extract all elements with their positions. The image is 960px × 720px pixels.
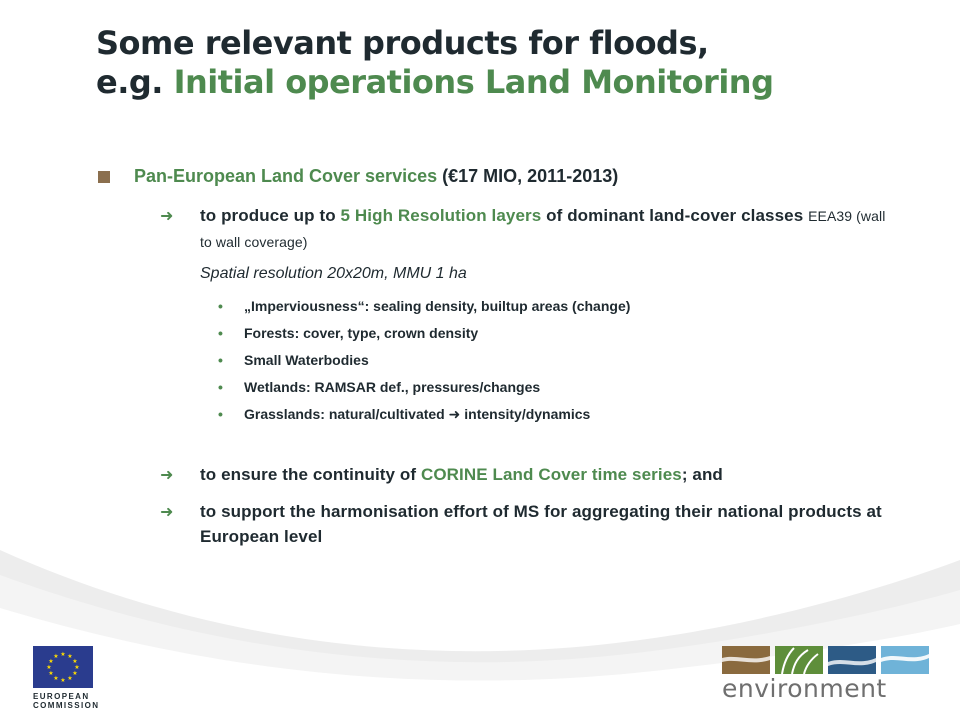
list-item-text [244,404,590,424]
square-bullet-icon [98,171,110,183]
eu-logo-text [33,692,100,710]
arrow-item-3-text: to support the harmonisation effort of MS for aggregating their national products at European level [200,502,882,546]
item2-prefix: to ensure the continuity of [200,465,421,484]
sub-list [218,296,838,431]
svg-text:★: ★ [53,653,59,660]
list-item-text: Small Waterbodies [244,352,369,368]
eu-logo-line-2: COMMISSION [33,701,100,710]
svg-text:★: ★ [72,670,78,677]
item1-small: EEA39 (wall to wall coverage) [200,208,886,250]
arrow-right-icon: ➜ [160,208,174,225]
bullet-dot-icon: • [218,325,223,341]
eu-stars-icon [33,646,93,688]
main-bullet-suffix: (€17 MIO, 2011-2013) [442,166,619,186]
slide-title [96,24,936,102]
arrow-item-1-text [200,203,890,255]
svg-text:★: ★ [46,664,52,671]
water-tile [828,646,876,674]
list-item-text: Wetlands: RAMSAR def., pressures/changes [244,379,541,395]
svg-text:★: ★ [60,651,66,658]
bullet-dot-icon: • [218,379,223,395]
title-line-2-prefix: e.g. [96,63,174,101]
svg-text:★: ★ [74,664,80,671]
arrow-right-icon: ➜ [160,467,174,484]
title-line-1: Some relevant products for floods, [96,24,709,62]
bullet-dot-icon: • [218,298,223,314]
list-item [218,296,838,323]
item1-prefix: to produce up to [200,206,341,225]
list-item-text: „Imperviousness“: sealing density, builtup areas (change) [244,298,631,314]
spatial-resolution-text: Spatial resolution 20x20m, MMU 1 ha [200,265,467,282]
bullet-dot-icon: • [218,406,223,422]
svg-text:★: ★ [48,658,54,665]
svg-text:★: ★ [67,675,73,682]
title-line-2 [96,63,936,102]
main-bullet-text [134,166,618,187]
main-bullet-highlight: Pan-European Land Cover services [134,166,438,186]
list-item-text: Forests: cover, type, crown density [244,325,479,341]
svg-text:★: ★ [48,670,54,677]
environment-wordmark: environment [722,674,887,703]
environment-logo-tiles-icon [722,646,937,676]
item2-highlight: CORINE Land Cover time series [420,465,682,484]
item1-highlight: 5 High Resolution layers [340,206,542,225]
environment-logo [722,646,937,706]
european-commission-logo [33,646,100,710]
item1-middle: of dominant land-cover classes [541,206,809,225]
svg-text:★: ★ [60,677,66,684]
arrow-right-icon: ➜ [448,406,461,422]
list-item [218,377,838,404]
list-item [218,350,838,377]
item2-suffix: ; and [681,465,723,484]
svg-text:★: ★ [67,653,73,660]
list-item-text-part-b: intensity/dynamics [460,406,591,422]
list-item-text-part-a: Grasslands: natural/cultivated [244,406,449,422]
eu-flag-icon [33,646,93,688]
list-item [218,404,838,431]
arrow-item-2-text [200,462,890,487]
bullet-dot-icon: • [218,352,223,368]
eu-logo-line-1: EUROPEAN [33,692,90,701]
arrow-right-icon: ➜ [160,504,174,521]
title-line-2-highlight: Initial operations Land Monitoring [173,63,774,101]
svg-text:★: ★ [72,658,78,665]
list-item [218,323,838,350]
svg-text:★: ★ [53,675,59,682]
